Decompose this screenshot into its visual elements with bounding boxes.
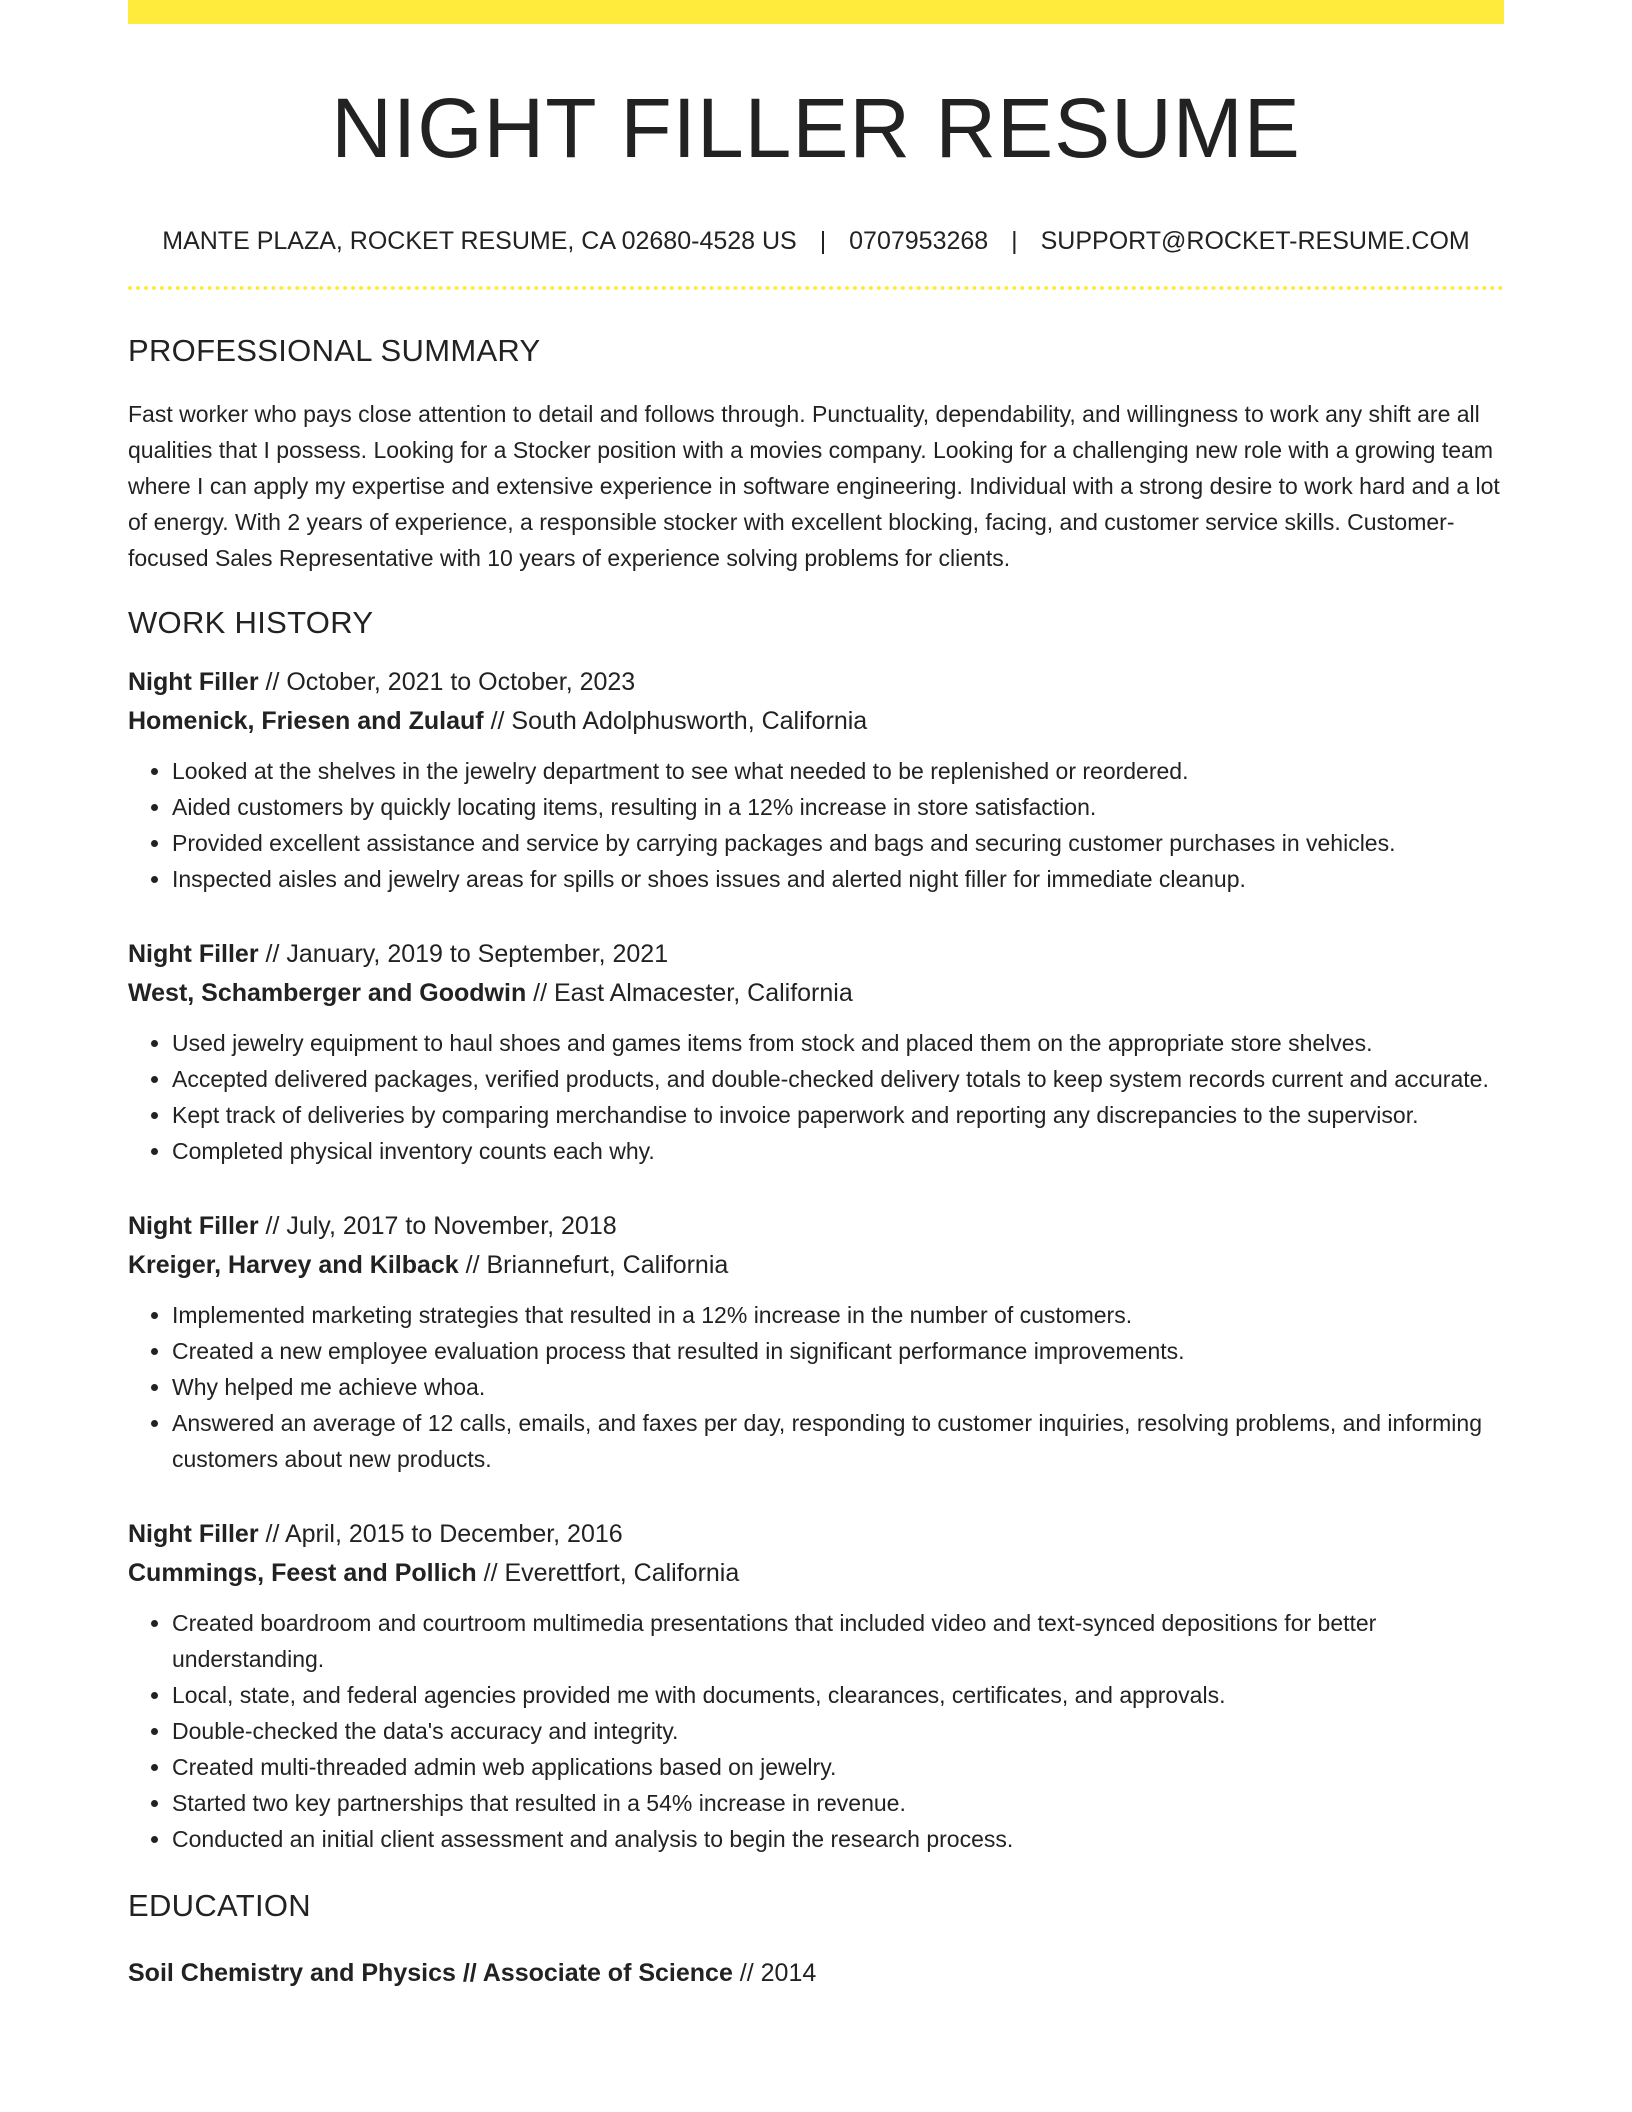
job-bullet: • Created a new employee evaluation process that resulted in significant performance improvements. [172, 1333, 1504, 1369]
job-role: Night Filler [128, 1519, 259, 1548]
job-location: // Everettfort, California [476, 1558, 740, 1587]
job-entry [128, 663, 1504, 897]
job-bullet: • Used jewelry equipment to haul shoes and games items from stock and placed them on the appropriate store shelves. [172, 1025, 1504, 1061]
job-bullet: • Kept track of deliveries by comparing merchandise to invoice paperwork and reporting any discrepancies to the supervisor. [172, 1097, 1504, 1133]
education-year: // 2014 [732, 1958, 817, 1987]
job-dates: // July, 2017 to November, 2018 [258, 1211, 617, 1240]
contact-address: MANTE PLAZA, ROCKET RESUME, CA 02680-4528 US [162, 227, 797, 256]
summary-text: Fast worker who pays close attention to detail and follows through. Punctuality, dependability, and willingness to work any shift are all qualities that I possess. Looking for a Stocker position with a movies company. Looking for a challenging new role with a growing team where I can apply my expertise and extensive experience in software engineering. Individual with a strong desire to work hard and a lot of energy. With 2 years of experience, a responsible stocker with excellent blocking, facing, and customer service skills. Customer-focused Sales Representative with 10 years of experience solving problems for clients. [128, 400, 1500, 571]
job-bullet: • Double-checked the data's accuracy and integrity. [172, 1713, 1504, 1749]
job-entry [128, 1515, 1504, 1857]
resume-page [128, 0, 1504, 1993]
job-location: // East Almacester, California [526, 978, 853, 1007]
job-role-line [128, 935, 1504, 974]
job-company-line [128, 702, 1504, 741]
job-company-line [128, 1246, 1504, 1285]
job-company-line [128, 974, 1504, 1013]
job-company-line [128, 1554, 1504, 1593]
job-location: // South Adolphusworth, California [483, 706, 868, 735]
job-location: // Briannefurt, California [458, 1250, 729, 1279]
contact-separator: | [1011, 227, 1018, 256]
job-company: West, Schamberger and Goodwin [128, 978, 527, 1007]
job-dates: // January, 2019 to September, 2021 [258, 939, 669, 968]
education-entry [128, 1954, 1504, 1993]
job-entry [128, 935, 1504, 1169]
contact-email: SUPPORT@ROCKET-RESUME.COM [1040, 227, 1470, 256]
contact-line [128, 226, 1504, 256]
job-bullet: • Answered an average of 12 calls, emails, and faxes per day, responding to customer inquiries, resolving problems, and informing customers about new products. [172, 1405, 1504, 1477]
job-role: Night Filler [128, 667, 259, 696]
job-bullet: • Conducted an initial client assessment and analysis to begin the research process. [172, 1821, 1504, 1857]
dotted-divider [128, 286, 1504, 290]
job-role-line [128, 1515, 1504, 1554]
accent-top-bar [128, 0, 1504, 24]
job-role: Night Filler [128, 939, 259, 968]
job-bullet: • Created multi-threaded admin web applications based on jewelry. [172, 1749, 1504, 1785]
job-bullets [128, 753, 1504, 897]
job-dates: // April, 2015 to December, 2016 [258, 1519, 623, 1548]
job-bullet: • Why helped me achieve whoa. [172, 1369, 1504, 1405]
job-bullets [128, 1605, 1504, 1857]
job-bullet: • Started two key partnerships that resulted in a 54% increase in revenue. [172, 1785, 1504, 1821]
job-entry [128, 1207, 1504, 1477]
job-bullet: • Provided excellent assistance and service by carrying packages and bags and securing customer purchases in vehicles. [172, 825, 1504, 861]
job-role-line [128, 1207, 1504, 1246]
job-bullet: • Created boardroom and courtroom multimedia presentations that included video and text-synced depositions for better understanding. [172, 1605, 1504, 1677]
job-dates: // October, 2021 to October, 2023 [258, 667, 636, 696]
job-bullet: • Implemented marketing strategies that resulted in a 12% increase in the number of customers. [172, 1297, 1504, 1333]
contact-separator: | [819, 227, 827, 256]
job-role-line [128, 663, 1504, 702]
job-company: Kreiger, Harvey and Kilback [128, 1250, 459, 1279]
job-bullets [128, 1297, 1504, 1477]
contact-phone: 0707953268 [849, 227, 989, 256]
job-bullet: • Completed physical inventory counts each why. [172, 1133, 1504, 1169]
job-bullets [128, 1025, 1504, 1169]
job-bullet: • Looked at the shelves in the jewelry department to see what needed to be replenished or reordered. [172, 753, 1504, 789]
job-role: Night Filler [128, 1211, 259, 1240]
work-history-heading: WORK HISTORY [128, 604, 374, 640]
job-company: Cummings, Feest and Pollich [128, 1558, 477, 1587]
education-degree: Soil Chemistry and Physics // Associate of Science [128, 1958, 733, 1987]
resume-title: NIGHT FILLER RESUME [331, 81, 1301, 175]
job-bullet: • Accepted delivered packages, verified products, and double-checked delivery totals to keep system records current and accurate. [172, 1061, 1504, 1097]
summary-heading: PROFESSIONAL SUMMARY [128, 333, 541, 369]
education-heading: EDUCATION [128, 1887, 311, 1923]
job-bullet: • Local, state, and federal agencies provided me with documents, clearances, certificates, and approvals. [172, 1677, 1504, 1713]
job-company: Homenick, Friesen and Zulauf [128, 706, 484, 735]
job-bullet: • Inspected aisles and jewelry areas for spills or shoes issues and alerted night filler for immediate cleanup. [172, 861, 1504, 897]
job-bullet: • Aided customers by quickly locating items, resulting in a 12% increase in store satisfaction. [172, 789, 1504, 825]
